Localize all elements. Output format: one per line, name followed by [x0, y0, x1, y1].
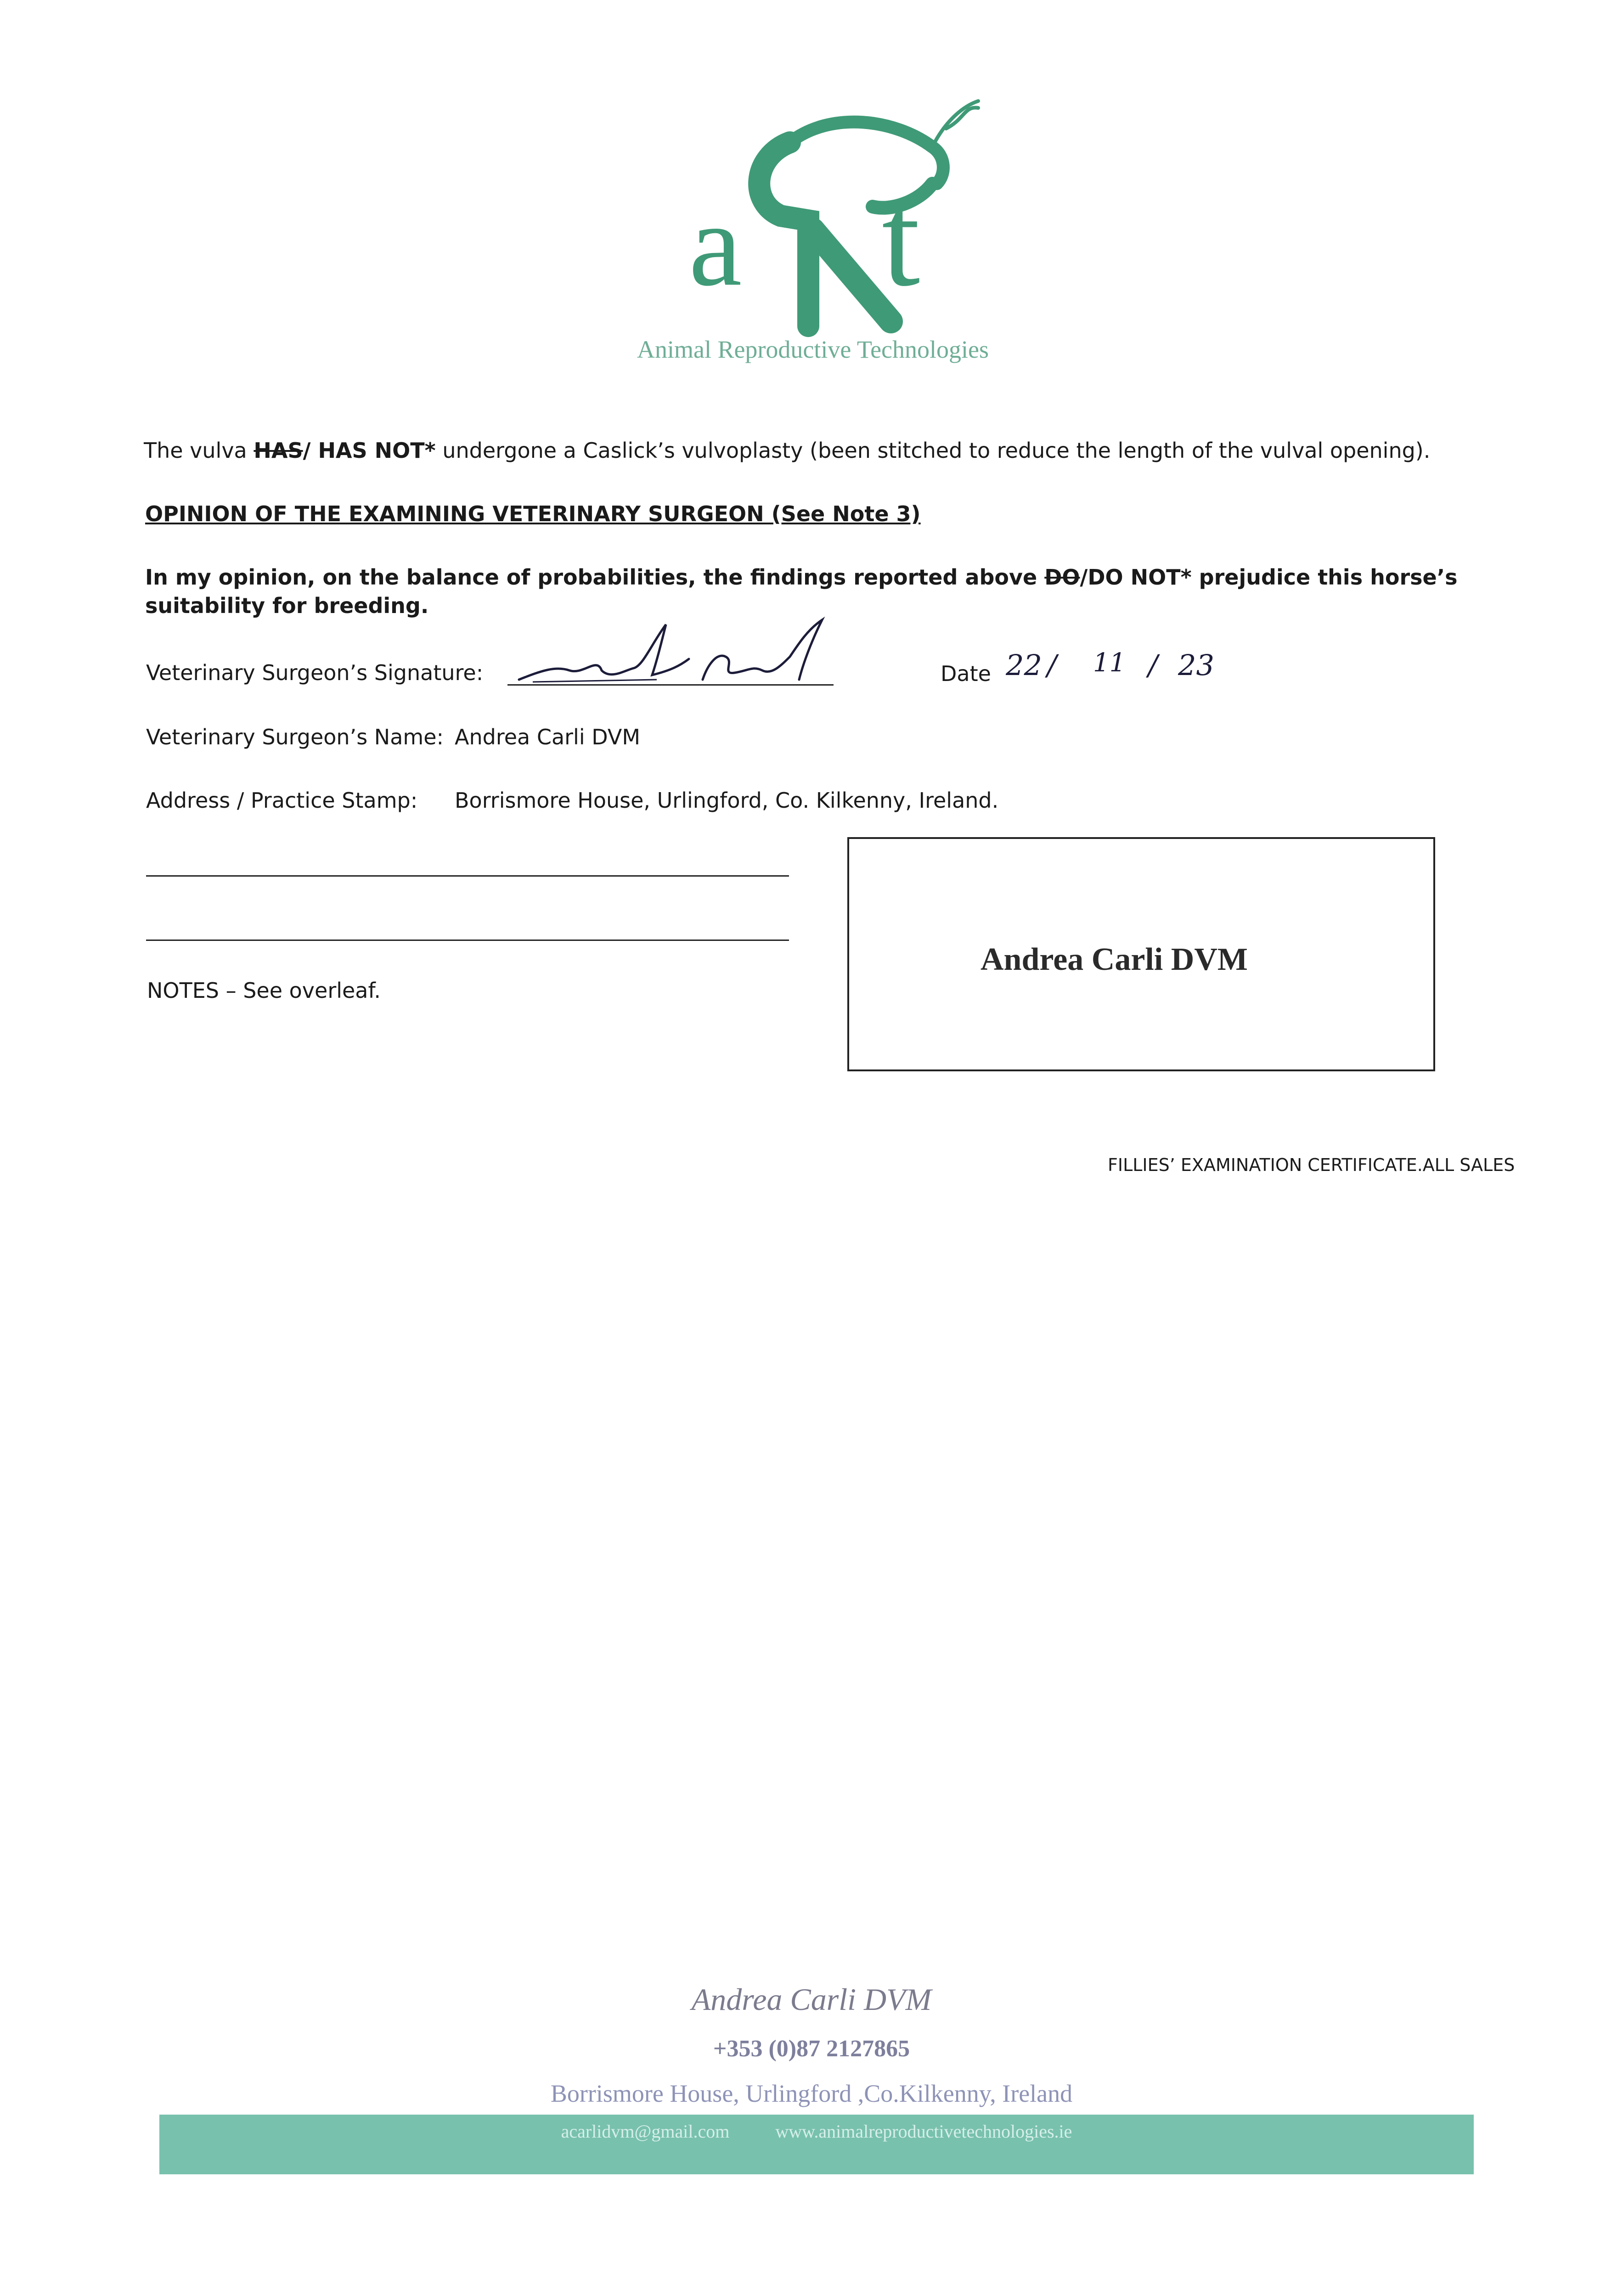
vulva-prefix: The vulva	[144, 438, 254, 463]
vulva-option-selected: HAS NOT*	[318, 438, 436, 463]
date-year: 23	[1178, 648, 1214, 682]
notes-text: NOTES – See overleaf.	[147, 978, 381, 1003]
vulva-option-struck: HAS	[254, 438, 303, 463]
handwritten-date	[1001, 643, 1240, 689]
handwritten-signature	[505, 615, 836, 693]
opinion-option-struck: DO	[1044, 565, 1080, 590]
svg-text:a: a	[689, 179, 742, 311]
signature-line	[507, 684, 834, 686]
address-value: Borrismore House, Urlingford, Co. Kilkenny, Ireland.	[455, 788, 999, 813]
letterhead-email[interactable]: acarlidvm@gmail.com	[561, 2121, 730, 2142]
svg-text:/: /	[1148, 648, 1158, 682]
blank-line-2	[146, 940, 789, 941]
opinion-suffix: prejudice this horse’s suitability for breeding.	[145, 565, 1458, 618]
opinion-option-selected: DO NOT*	[1088, 565, 1192, 590]
opinion-heading: OPINION OF THE EXAMINING VETERINARY SURGEON (See Note 3)	[145, 501, 921, 526]
letterhead-contacts	[159, 2121, 1474, 2142]
letterhead-name: Andrea Carli DVM	[691, 1982, 932, 2017]
surgeon-name-value: Andrea Carli DVM	[455, 725, 641, 749]
opinion-separator: /	[1080, 565, 1088, 590]
letterhead-phone: +353 (0)87 2127865	[713, 2036, 910, 2062]
letterhead-address: Borrismore House, Urlingford ,Co.Kilkenny, Ireland	[550, 2080, 1073, 2107]
date-day: 22	[1006, 648, 1042, 682]
svg-text:t: t	[882, 162, 920, 315]
practice-stamp-text: Andrea Carli DVM	[981, 942, 1248, 977]
logo-tagline: Animal Reproductive Technologies	[637, 336, 989, 363]
surgeon-name-label: Veterinary Surgeon’s Name:	[146, 725, 444, 749]
letterhead-website[interactable]: www.animalreproductivetechnologies.ie	[775, 2121, 1072, 2142]
opinion-statement	[145, 563, 1477, 620]
vulva-separator: /	[303, 438, 318, 463]
opinion-prefix: In my opinion, on the balance of probabilities, the findings reported above	[145, 565, 1045, 590]
vulva-suffix: undergone a Caslick’s vulvoplasty (been stitched to reduce the length of the vulval opening).	[435, 438, 1431, 463]
vulva-statement	[144, 436, 1567, 465]
date-label: Date	[941, 661, 991, 686]
svg-text:/: /	[1047, 648, 1057, 682]
blank-line-1	[146, 875, 789, 877]
certificate-footer: FILLIES’ EXAMINATION CERTIFICATE.ALL SALES	[1108, 1155, 1515, 1175]
art-logo	[615, 92, 1029, 377]
signature-label: Veterinary Surgeon’s Signature:	[146, 660, 484, 685]
date-month: 11	[1093, 648, 1126, 678]
address-label: Address / Practice Stamp:	[146, 788, 418, 813]
